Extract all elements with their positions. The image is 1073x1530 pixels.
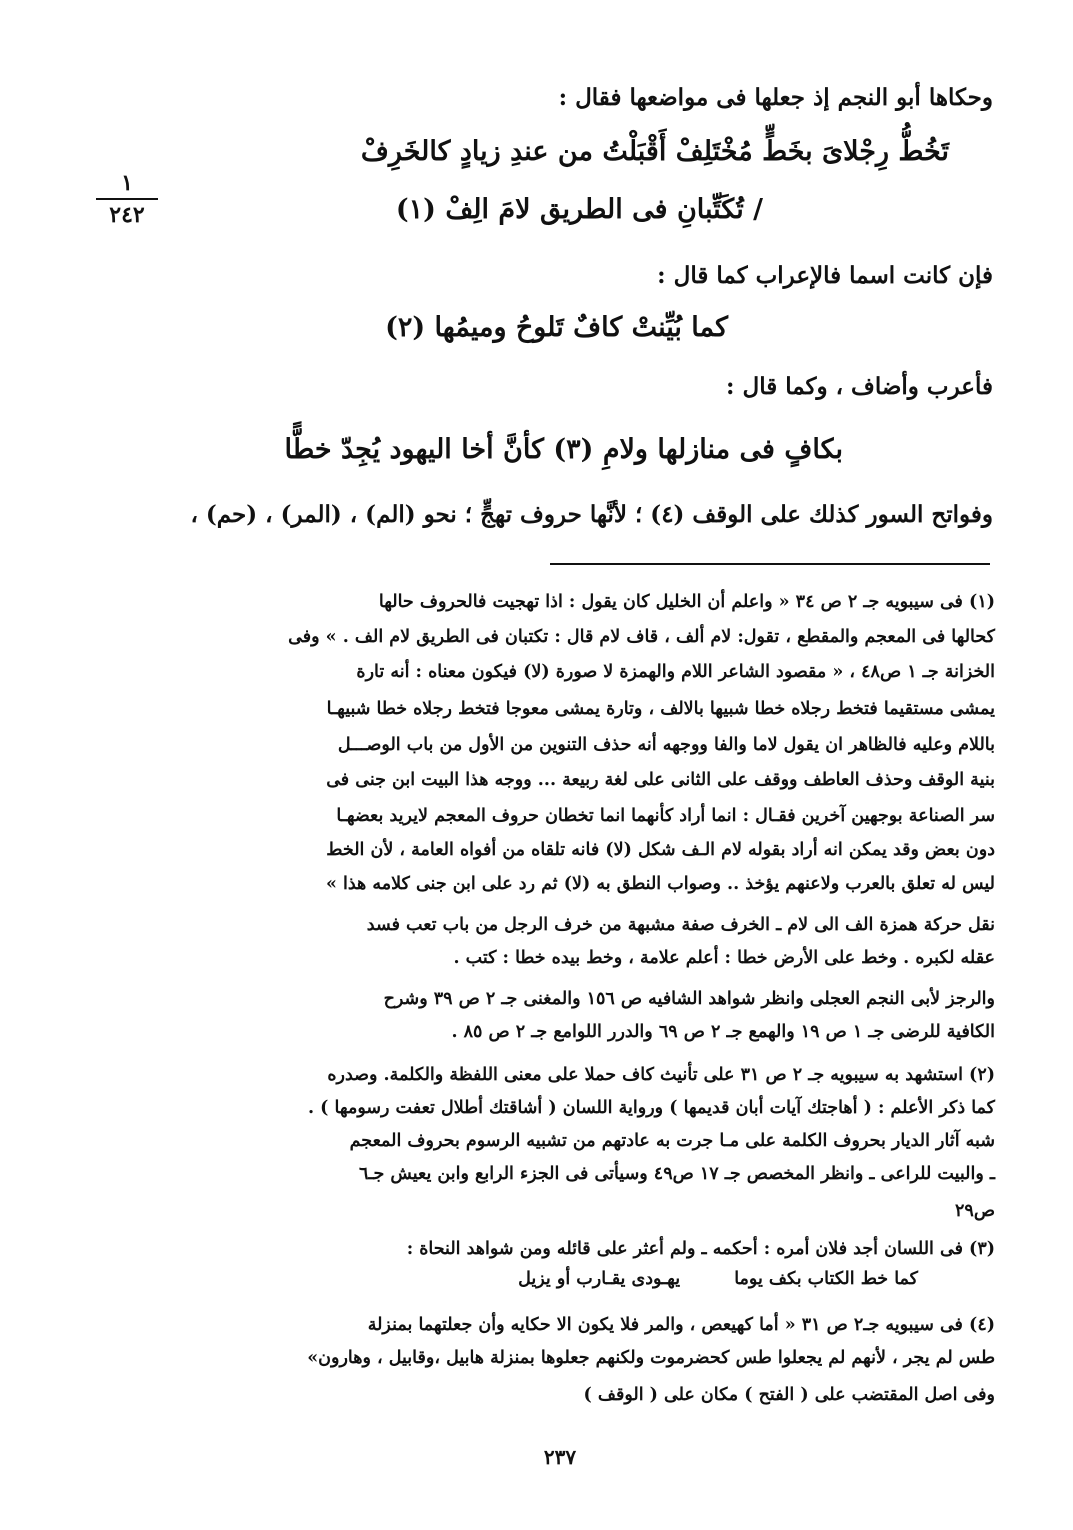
verse-1-second-hemistich: تَخُطُّ رِجْلاىَ بخَطٍّ مُخْتَلِفْ xyxy=(675,136,949,167)
verse-3: كما بُيِّنتْ كافٌ تَلوحُ وميمُها (٢) xyxy=(385,312,728,343)
line-3: فإن كانت اسما فالإعراب كما قال : xyxy=(657,262,993,289)
footnote-separator xyxy=(550,563,990,565)
footnote-3-verse xyxy=(518,1269,918,1289)
margin-page-reference xyxy=(92,170,162,228)
line-4: فأعرب وأضاف ، وكما قال : xyxy=(726,373,993,400)
footnote-3-second-hemistich: يهـودى يقـارب أو يزيل xyxy=(518,1269,681,1289)
footnote-3-first-hemistich: كما خط الكتاب بكف يوما xyxy=(734,1269,918,1289)
margin-ref-divider xyxy=(96,198,158,200)
footnote-1-line: كحالها فى المعجم والمقطع ، تقول: لام ألف ، قاف لام قال : تكتبان فى الطريق لام الف . » وفى xyxy=(288,627,995,647)
margin-ref-bottom: ٢٤٢ xyxy=(109,202,145,228)
footnote-1-line: بنية الوقف وحذف العاطف ووقف على الثانى على لغة ربيعة ... ووجه هذا البيت ابن جنى فى xyxy=(326,770,995,790)
verse-4-first-hemistich: كأنَّ أخا اليهود يُجِدّ خطًّا xyxy=(284,434,544,465)
footnote-4-line: وفى اصل المقتضب على ( الفتح ) مكان على ( الوقف ) xyxy=(583,1385,995,1405)
footnote-1b-line: نقل حركة همزة الف الى لام ـ الخرف صفة مشبهة من خرف الرجل من باب تعب فسد xyxy=(366,915,995,935)
line-5: وفواتح السور كذلك على الوقف (٤) ؛ لأنَّها حروف تهجٍّ ؛ نحو (الم) ، (المر) ، (حم) ، xyxy=(190,501,993,528)
footnote-2-line: (٢) استشهد به سيبويه جـ ٢ ص ٣١ على تأنيث كاف حملا على معنى اللفظة والكلمة. وصدره xyxy=(327,1065,995,1085)
footnote-1b-line: عقله لكبره . وخط على الأرض خطا : أعلم علامة ، وخط بيده خطا : كتب . xyxy=(453,948,995,968)
verse-1 xyxy=(361,136,993,167)
footnote-1-line: باللام وعليه فالظاهر ان يقول لاما والفا ووجهه أنه حذف التنوين من الأول من باب الوصـــل xyxy=(337,735,995,755)
footnote-1-line: يمشى مستقيما فتخط رجلاه خطا شبيها بالالف ، وتارة يمشى معوجا فتخط رجلاه خطا شبيهـا xyxy=(326,699,995,719)
verse-4 xyxy=(285,434,883,465)
footnote-2-line: ـ والبيت للراعى ـ وانظر المخصص جـ ١٧ ص٤٩ وسيأتى فى الجزء الرابع وابن يعيش جـ٦ xyxy=(358,1164,995,1184)
footnote-1-line: الخزانة جـ ١ ص٤٨ ، « مقصود الشاعر اللام والهمزة لا صورة (لا) فيكون معناه : أنه تارة xyxy=(356,662,995,682)
margin-ref-top: ١ xyxy=(121,170,133,196)
footnote-1-line: دون بعض وقد يمكن انه أراد بقوله لام الـف شكل (لا) فانه تلقاه من أفواه العامة ، لأن الخط xyxy=(326,840,995,860)
footnote-4-line: (٤) فى سيبويه جـ٢ ص ٣١ « أما كهيعص ، والمر فلا يكون الا حكايه وأن جعلتهما بمنزلة xyxy=(367,1315,995,1335)
verse-4-second-hemistich: بكافٍ فى منازلها ولامِ (٣) xyxy=(553,434,843,465)
intro-line: وحكاها أبو النجم إذ جعلها فى مواضعها فقال : xyxy=(558,84,993,111)
footnote-2-line: كما ذكر الأعلم : ( أهاجتك آيات أبان قديمها ) ورواية اللسان ( أشاقتك أطلال تعفت رسومها ) . xyxy=(307,1098,995,1118)
verse-2: / تُكَتِّبانِ فى الطريق لامَ الِفْ (١) xyxy=(395,194,763,225)
footnote-1-line: سر الصناعة بوجهين آخرين فقـال : انما أراد كأنهما انما تخطان حروف المعجم لايريد بعضهـا xyxy=(336,806,995,826)
footnote-3-line: (٣) فى اللسان أجد فلان أمره : أحكمه ـ ولم أعثر على قائله ومن شواهد النحاة : xyxy=(406,1239,995,1259)
footnote-2-line: شبه آثار الديار بحروف الكلمة على مـا جرت به عادتهم من تشبيه الرسوم بحروف المعجم xyxy=(349,1131,995,1151)
footnote-1-line: ليس له تعلق بالعرب ولاعنهم يؤخذ .. وصواب النطق به (لا) ثم رد على ابن جنى كلامه هذا » xyxy=(325,874,995,894)
footnote-1c-line: والرجز لأبى النجم العجلى وانظر شواهد الشافيه ص ١٥٦ والمغنى جـ ٢ ص ٣٩ وشرح xyxy=(383,989,995,1009)
footnote-2-line: ص٢٩ xyxy=(955,1201,995,1221)
verse-1-first-hemistich: أَقْبَلْتُ من عندِ زيادٍ كالخَرِفْ xyxy=(360,136,667,167)
page-number: ٢٣٧ xyxy=(543,1445,577,1469)
footnote-4-line: طس لم يجر ، لأنهم لم يجعلوا طس كحضرموت ولكنهم جعلوها بمنزلة هابيل ،وقابيل ، وهارون» xyxy=(307,1348,995,1368)
footnote-1-line: (١) فى سيبويه جـ ٢ ص ٣٤ « واعلم أن الخليل كان يقول : اذا تهجيت فالحروف حالها xyxy=(378,592,995,612)
footnote-1c-line: الكافية للرضى جـ ١ ص ١٩ والهمع جـ ٢ ص ٦٩ والدرر اللوامع جـ ٢ ص ٨٥ . xyxy=(451,1022,995,1042)
